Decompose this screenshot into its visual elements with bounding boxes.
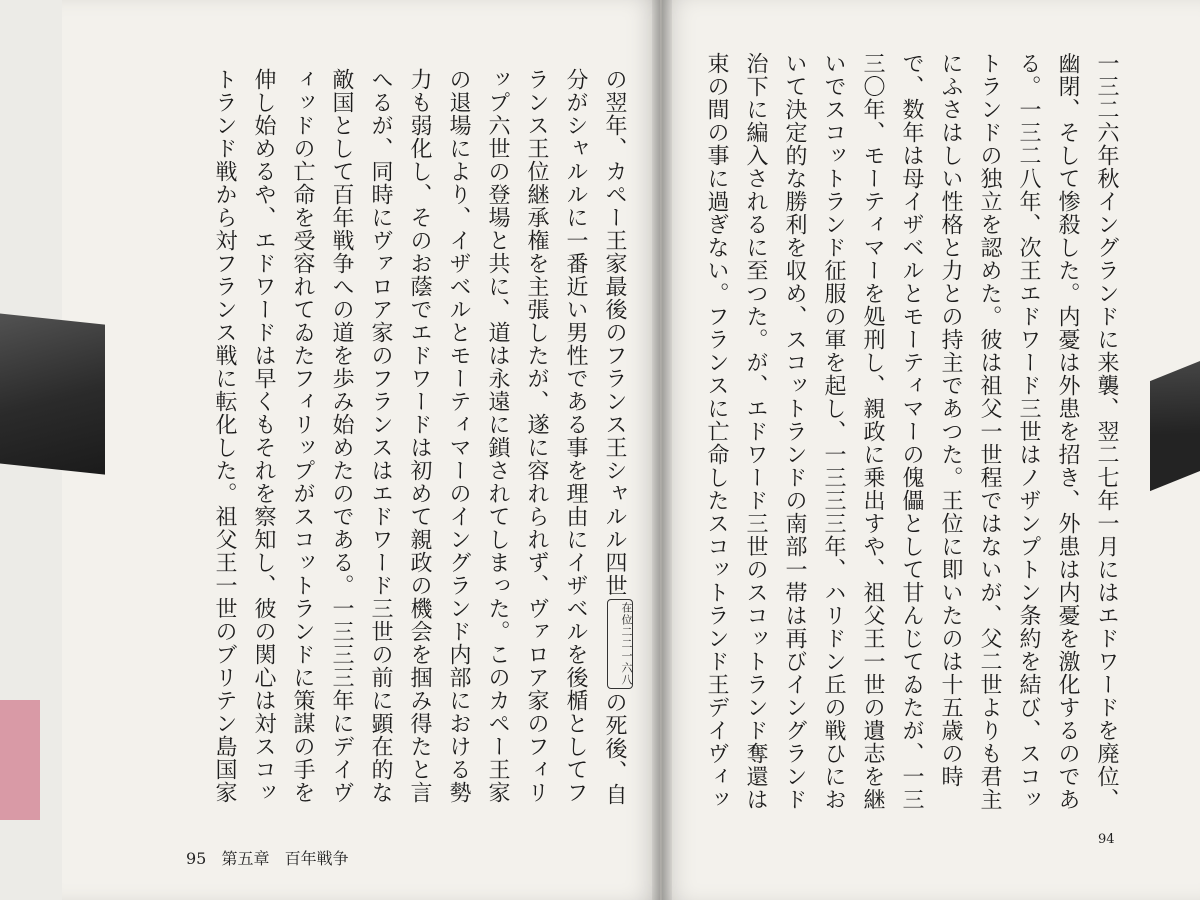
left-text-a: の翌年、カペー王家最後のフランス王シャルル四世 <box>602 68 627 597</box>
left-page-body <box>202 68 634 808</box>
pink-marker <box>0 700 40 820</box>
book-gutter <box>652 0 672 900</box>
right-page-number: 94 <box>1098 832 1115 847</box>
right-text-a: 一三二六年秋イングランドに来襲、翌二七年一月にはエドワードを廃位、幽閉、そして惨殺した。内憂は外患を招き、外患は内憂を激化するのである。一三二八年、次王エドワード三世はノザンプトン条約を結び、スコットランドの独立を認めた。彼は祖父一世程ではないが、父二世よりも君主にふさはしい性格と力との持主であつた。王位に即いたのは十五歳の時で、数年は母イザベルとモーティマーの傀儡として甘んじてゐたが、一三三〇年、モーティマーを処刑し、親政に乗出すや、祖父王一世の遺志を継いでスコットランド征服の軍を起し、一三三三年、ハリドン丘の戦ひにおいて決定的な勝利を収め、スコットランドの南部一帯は再びイングランド治下に編入されるに至つた。が、エドワード三世のスコットランド奪還は束の間の事に過ぎない。フランスに亡命したスコットランド王デイヴィッ <box>704 52 1119 811</box>
chapter-number: 第五章 <box>221 849 270 868</box>
left-page-footer <box>186 846 359 869</box>
chapter-title: 百年戦争 <box>284 849 349 868</box>
right-page-body <box>694 52 1126 812</box>
left-page-number: 95 <box>186 849 207 868</box>
left-text-b: の死後、自分がシャルルに一番近い男性である事を理由にイザベルを後楯としてフランス王位継承権を主張したが、遂に容れられず、ヴァロア家のフィリップ六世の登場と共に、道は永遠に鎖されてしまった。このカペー王家の退場により、イザベルとモーティマーのイングランド内部における勢力も弱化し、そのお蔭でエドワードは初めて親政の機会を掴み得たと言へるが、同時にヴァロア家のフランスはエドワード三世の前に顕在的な敵国として百年戦争への道を歩み始めたのである。一三三三年にデイヴィッドの亡命を受容れてゐたフィリップがスコットランドに策謀の手を伸し始めるや、エドワードは早くもそれを察知し、彼の関心は対スコットランド戦から対フランス戦に転化した。祖父王一世のブリテン島国家 <box>212 68 627 806</box>
reign-annotation: 在位二二一六八 <box>607 599 633 689</box>
left-binder-clip <box>0 311 105 474</box>
